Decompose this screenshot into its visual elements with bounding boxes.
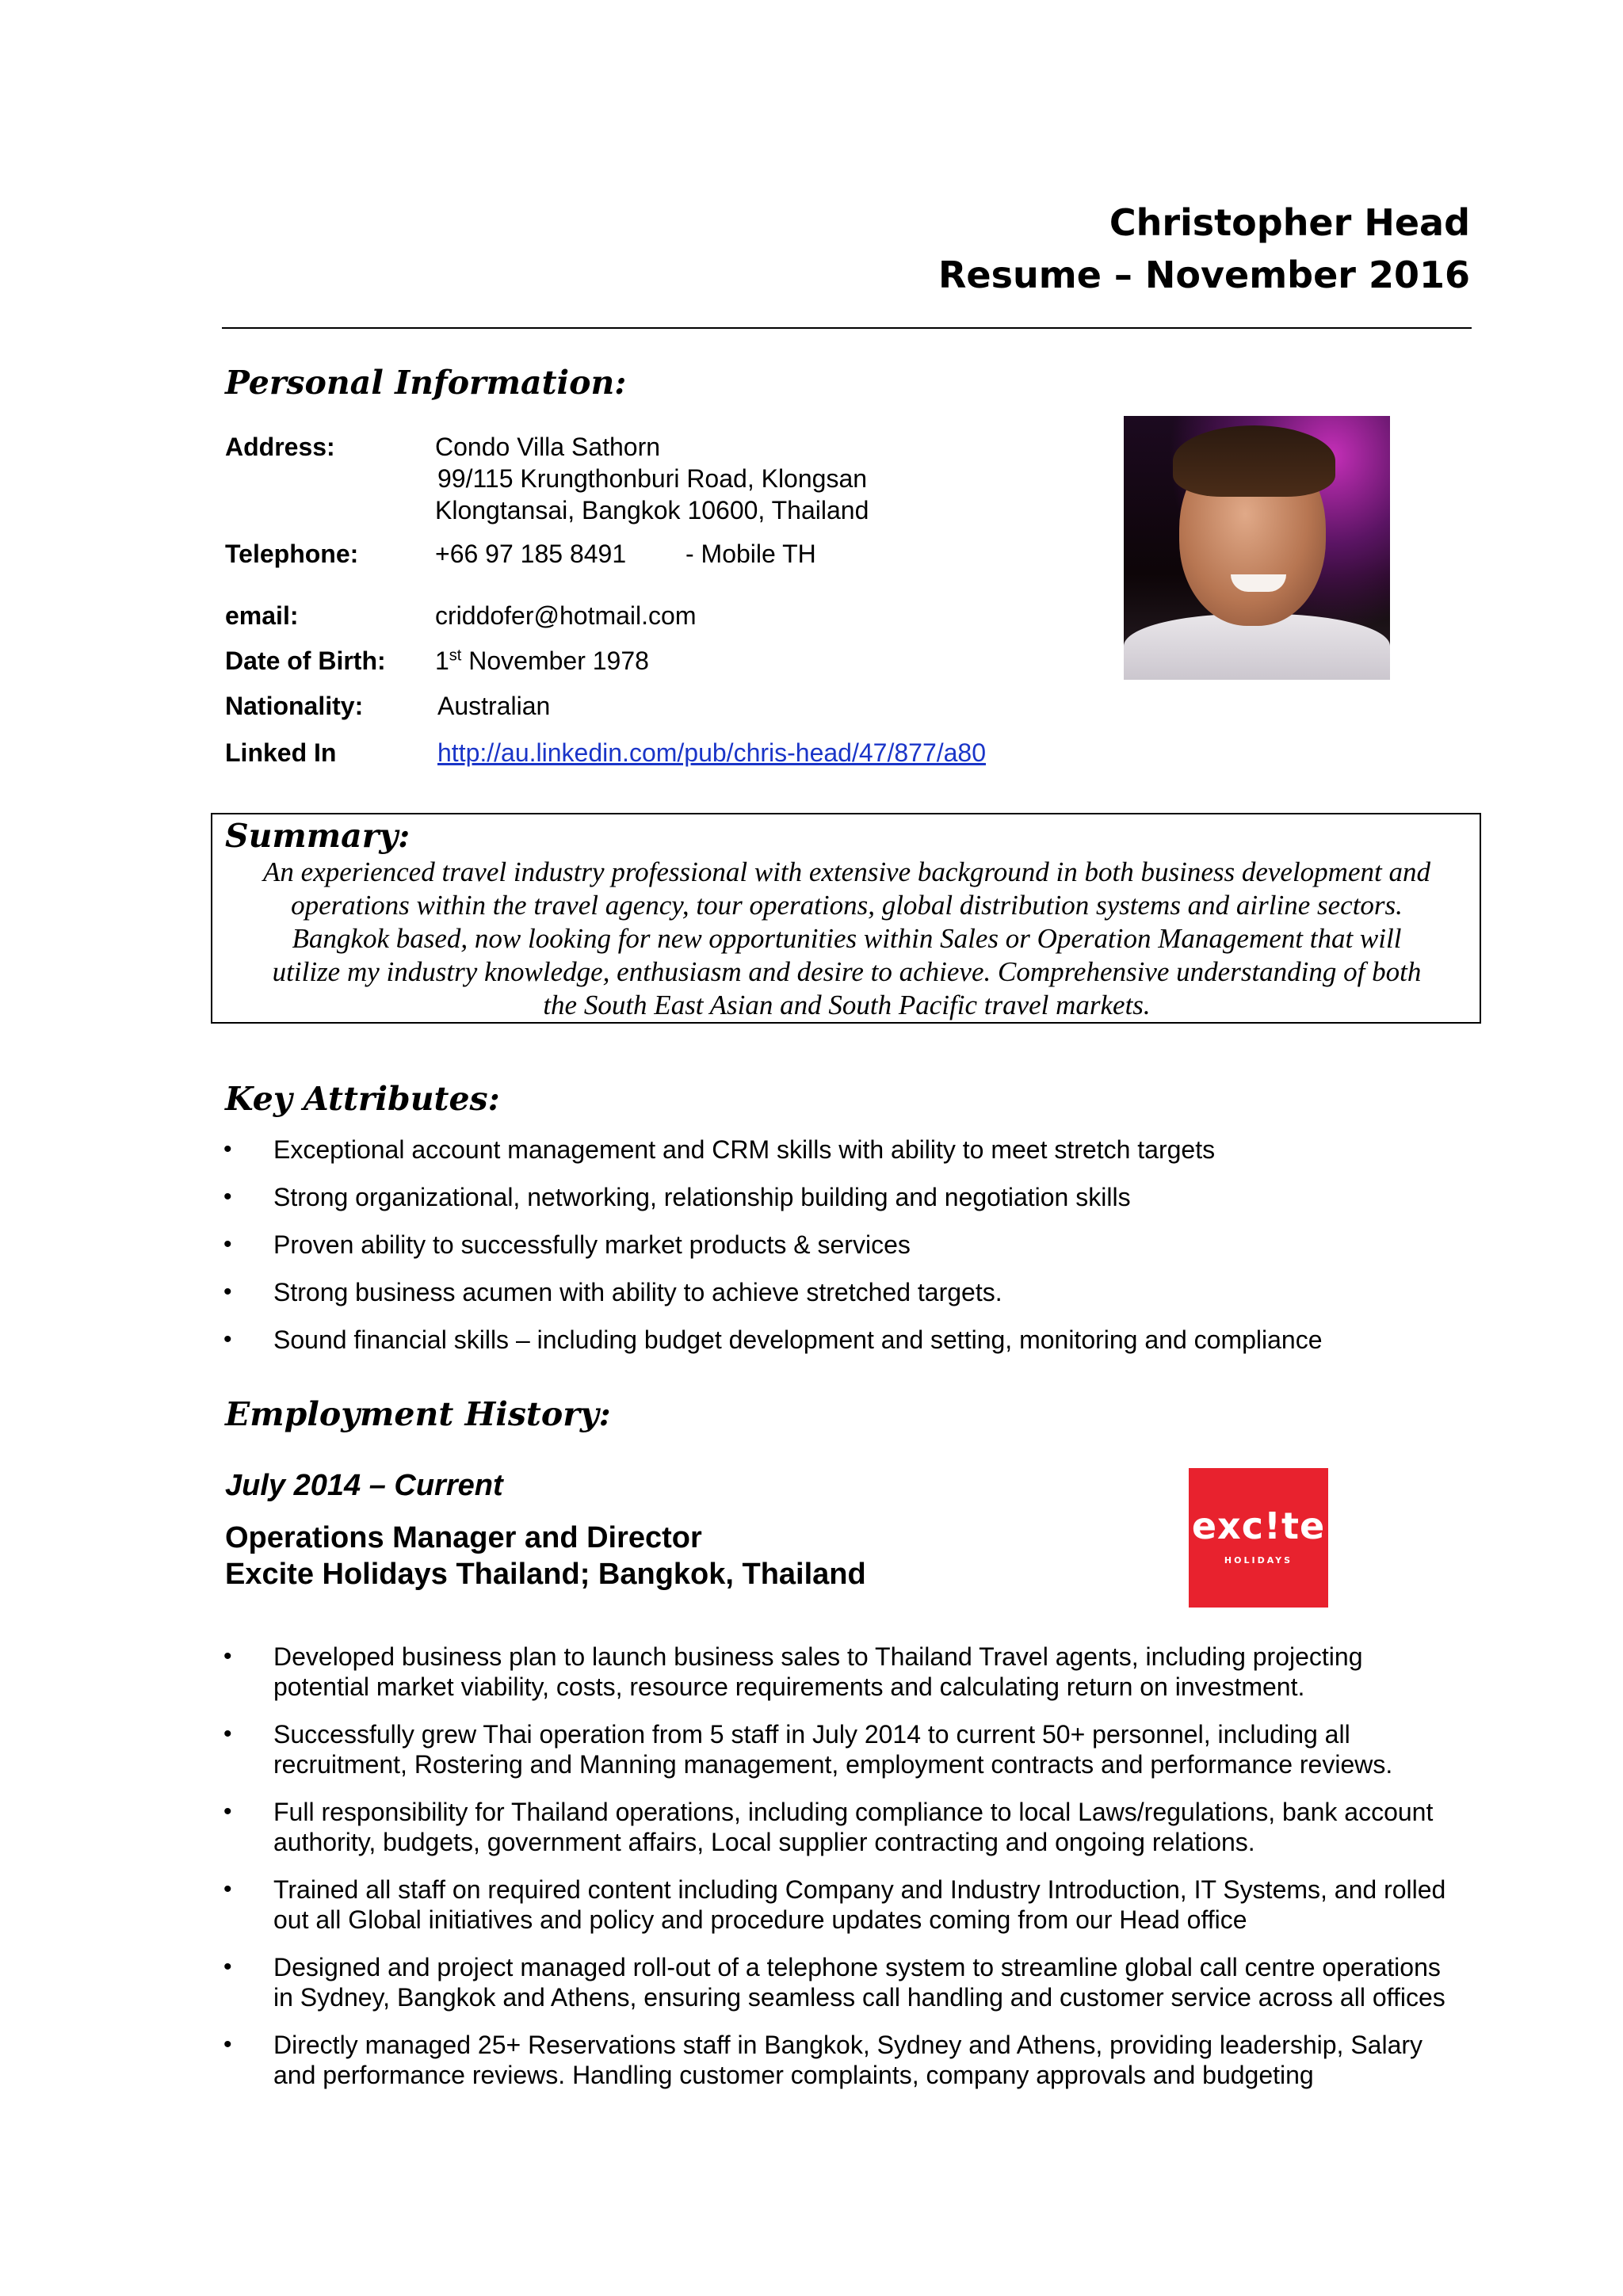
address-label: Address:	[225, 433, 335, 461]
personal-info-heading: Personal Information:	[225, 364, 627, 402]
linkedin-field	[437, 737, 986, 769]
telephone-label: Telephone:	[225, 540, 359, 568]
linkedin-link[interactable]: http://au.linkedin.com/pub/chris-head/47/877/a80	[437, 738, 987, 767]
list-item: • Strong organizational, networking, relationship building and negotiation skills	[223, 1182, 1491, 1212]
header-divider	[222, 327, 1472, 329]
list-item: • Trained all staff on required content including Company and Industry Introduction, IT Systems, and rolled out all Global initiatives and policy and procedure updates coming from our Head office	[223, 1875, 1491, 1935]
list-item: • Strong business acumen with ability to achieve stretched targets.	[223, 1277, 1491, 1307]
address-line-2: 99/115 Krungthonburi Road, Klongsan	[437, 464, 868, 493]
list-item: • Sound financial skills – including budget development and setting, monitoring and compliance	[223, 1325, 1491, 1355]
telephone-value: +66 97 185 8491	[435, 540, 627, 568]
summary-line: utilize my industry knowledge, enthusiasm and desire to achieve. Comprehensive understanding of both	[272, 956, 1422, 987]
resume-subtitle: Resume – November 2016	[938, 254, 1470, 296]
email-label: email:	[225, 601, 299, 630]
key-attributes-list	[223, 1135, 1491, 1355]
job-title: Operations Manager and Director	[225, 1521, 702, 1554]
address-line-3: Klongtansai, Bangkok 10600, Thailand	[435, 496, 869, 524]
key-attributes-heading: Key Attributes:	[225, 1080, 500, 1118]
telephone-note: - Mobile TH	[685, 540, 816, 568]
list-item: • Designed and project managed roll-out of a telephone system to streamline global call centre operations in Sydney, Bangkok and Athens, ensuring seamless call handling and customer service across all offices	[223, 1952, 1491, 2012]
email-value: criddofer@hotmail.com	[435, 601, 697, 630]
job-responsibilities-list	[223, 1642, 1491, 2090]
list-item: • Successfully grew Thai operation from 5 staff in July 2014 to current 50+ personnel, including all recruitment, Rostering and Manning management, employment contracts and performance reviews.	[223, 1719, 1491, 1779]
dob-rest: November 1978	[461, 646, 649, 675]
list-item: • Proven ability to successfully market products & services	[223, 1230, 1491, 1260]
list-item: • Developed business plan to launch business sales to Thailand Travel agents, including projecting potential market viability, costs, resource requirements and calculating return on investment.	[223, 1642, 1491, 1702]
employment-history-heading: Employment History:	[225, 1395, 611, 1433]
logo-subtext: HOLIDAYS	[1224, 1555, 1293, 1566]
job-dates: July 2014 – Current	[225, 1469, 503, 1502]
address-line-1: Condo Villa Sathorn	[435, 433, 661, 461]
list-item: • Full responsibility for Thailand operations, including compliance to local Laws/regulations, bank account authority, budgets, government affairs, Local supplier contracting and ongoing relations.	[223, 1797, 1491, 1857]
summary-line: Bangkok based, now looking for new opportunities within Sales or Operation Management that will	[292, 923, 1402, 954]
summary-line: operations within the travel agency, tour operations, global distribution systems and airline sectors.	[291, 890, 1403, 921]
job-title-block	[225, 1520, 866, 1592]
nationality-label: Nationality:	[225, 692, 364, 720]
candidate-name: Christopher Head	[1109, 201, 1470, 244]
resume-header	[938, 196, 1470, 301]
dob-label: Date of Birth:	[225, 646, 386, 675]
list-item: • Exceptional account management and CRM skills with ability to meet stretch targets	[223, 1135, 1491, 1165]
dob-day: 1	[435, 646, 449, 675]
summary-line: An experienced travel industry professional with extensive background in both business development and	[263, 856, 1430, 887]
dob-value	[435, 645, 649, 677]
profile-photo	[1124, 416, 1390, 680]
summary-text	[222, 856, 1472, 1022]
nationality-value: Australian	[437, 692, 551, 720]
job-company: Excite Holidays Thailand; Bangkok, Thailand	[225, 1558, 866, 1591]
dob-suffix: st	[449, 646, 462, 665]
logo-wordmark: exc!te	[1191, 1505, 1326, 1547]
excite-holidays-logo	[1189, 1468, 1328, 1608]
summary-line: the South East Asian and South Pacific travel markets.	[543, 990, 1151, 1020]
list-item: • Directly managed 25+ Reservations staff in Bangkok, Sydney and Athens, providing leadership, Salary and performance reviews. Handling customer complaints, company approvals and budgeting	[223, 2030, 1491, 2090]
summary-heading: Summary:	[225, 817, 411, 855]
linkedin-label: Linked In	[225, 738, 337, 767]
